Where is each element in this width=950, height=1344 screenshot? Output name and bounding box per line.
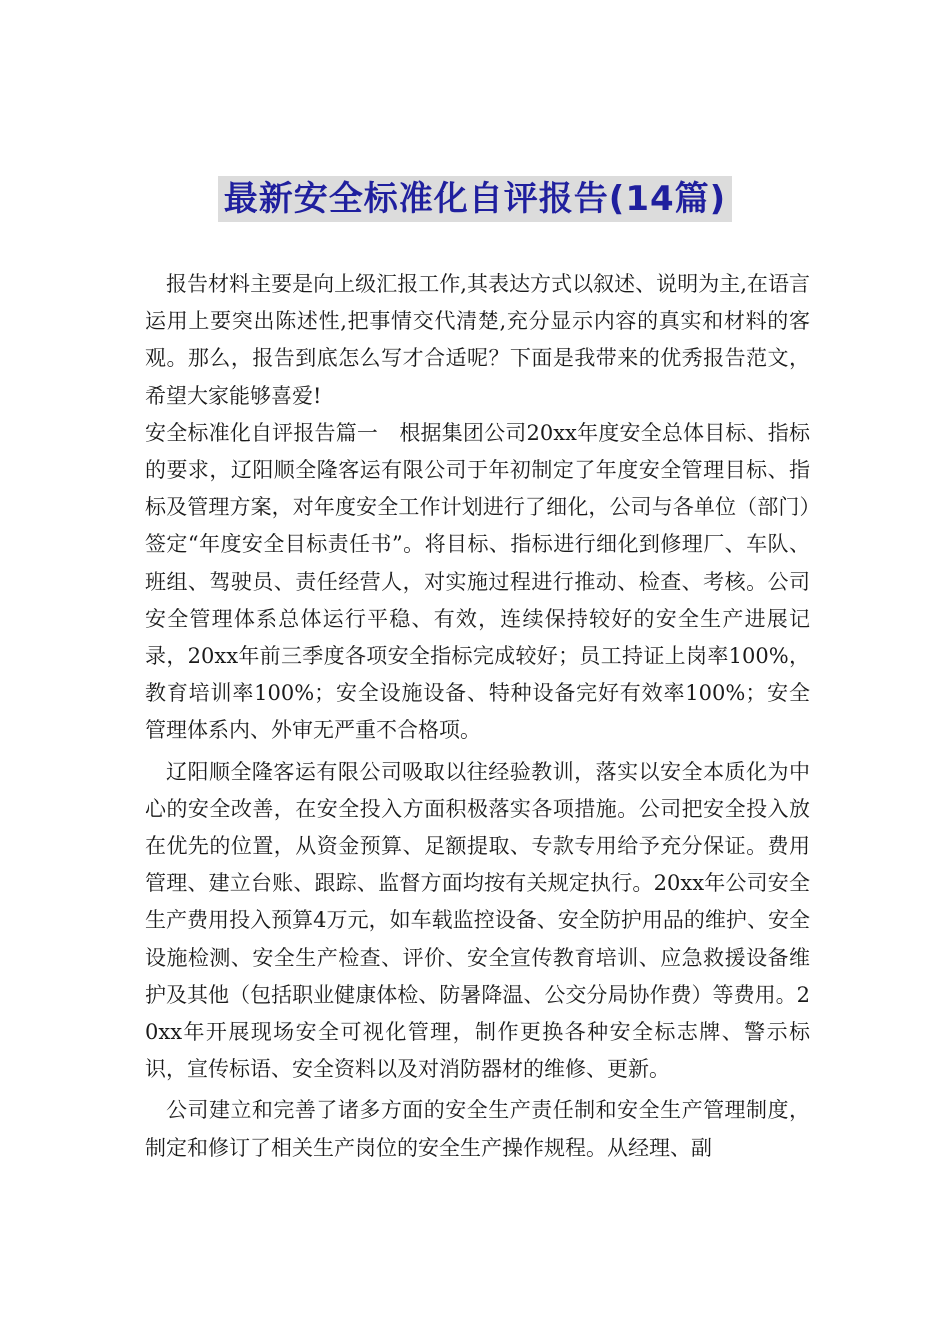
title-container (0, 176, 950, 222)
document-body (145, 266, 810, 1167)
paragraph-intro: 报告材料主要是向上级汇报工作,其表达方式以叙述、说明为主,在语言运用上要突出陈述性,把事情交代清楚,充分显示内容的真实和材料的客观。那么，报告到底怎么写才合适呢？下面是我带来的优秀报告范文，希望大家能够喜爱! (145, 272, 810, 408)
paragraph-responsibility-system: 公司建立和完善了诸多方面的安全生产责任制和安全生产管理制度，制定和修订了相关生产岗位的安全生产操作规程。从经理、副 (145, 1098, 810, 1160)
paragraph-section-one: 安全标准化自评报告篇一 根据集团公司20xx年度安全总体目标、指标的要求，辽阳顺全隆客运有限公司于年初制定了年度安全管理目标、指标及管理方案，对年度安全工作计划进行了细化，公司与各单位（部门）签定“年度安全目标责任书”。将目标、指标进行细化到修理厂、车队、班组、驾驶员、责任经营人，对实施过程进行推动、检查、考核。公司安全管理体系总体运行平稳、有效，连续保持较好的安全生产进展记录，20xx年前三季度各项安全指标完成较好；员工持证上岗率100%，教育培训率100%；安全设施设备、特种设备完好有效率100%；安全管理体系内、外审无严重不合格项。 (145, 420, 810, 743)
document-title: 最新安全标准化自评报告(14篇) (218, 176, 732, 222)
paragraph-safety-investment: 辽阳顺全隆客运有限公司吸取以往经验教训，落实以安全本质化为中心的安全改善，在安全投入方面积极落实各项措施。公司把安全投入放在优先的位置，从资金预算、足额提取、专款专用给予充分保证。费用管理、建立台账、跟踪、监督方面均按有关规定执行。20xx年公司安全生产费用投入预算4万元，如车载监控设备、安全防护用品的维护、安全设施检测、安全生产检查、评价、安全宣传教育培训、应急救援设备维护及其他（包括职业健康体检、防暑降温、公交分局协作费）等费用。20xx年开展现场安全可视化管理，制作更换各种安全标志牌、警示标识，宣传标语、安全资料以及对消防器材的维修、更新。 (145, 759, 810, 1082)
